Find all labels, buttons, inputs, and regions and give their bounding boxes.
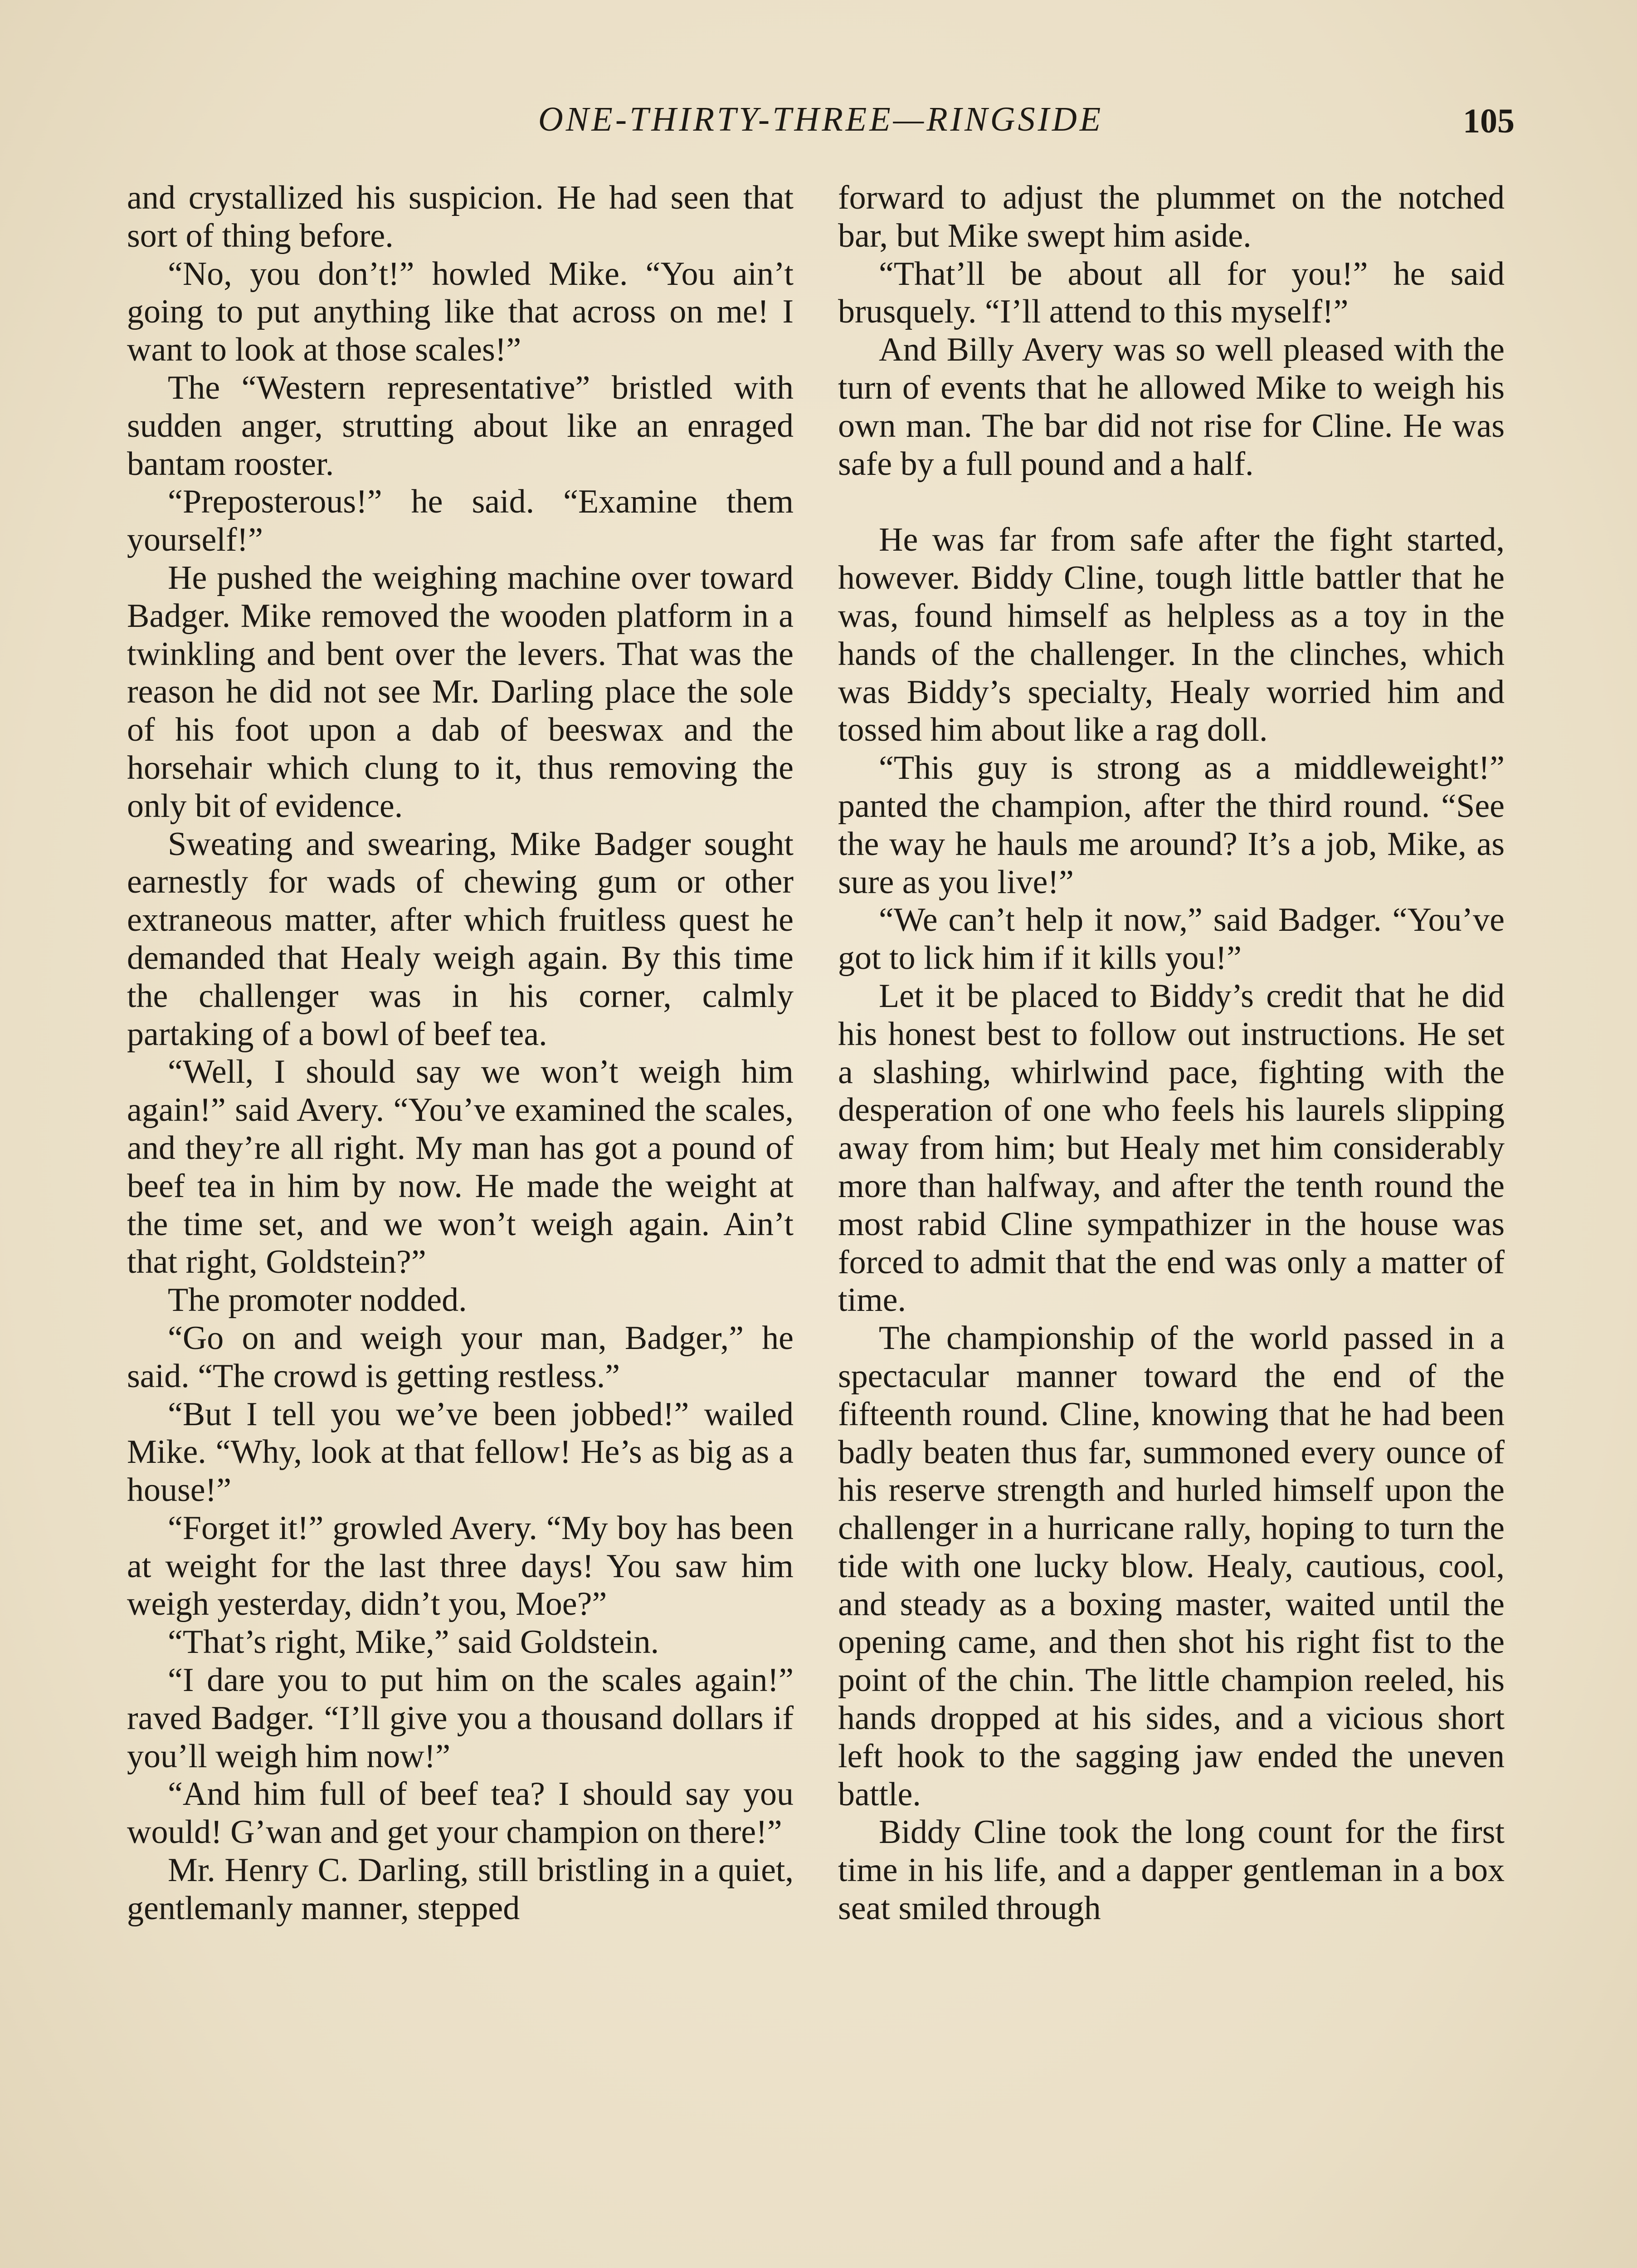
running-title: ONE-THIRTY-THREE—RINGSIDE xyxy=(538,100,1104,138)
page-number: 105 xyxy=(1463,102,1515,140)
page-header xyxy=(127,91,1515,150)
paragraph: Mr. Henry C. Darling, still bristling in a quiet, gentlemanly manner, stepped xyxy=(127,1852,794,1927)
paragraph: “That’ll be about all for you!” he said brusquely. “I’ll attend to this myself!” xyxy=(838,255,1505,331)
paragraph: “We can’t help it now,” said Badger. “You’ve got to lick him if it kills you!” xyxy=(838,901,1505,977)
paragraph: He pushed the weighing machine over toward Badger. Mike removed the wooden platform in a twinkling and bent over the levers. That was the reason he did not see Mr. Darling place the sole of his foot upon a dab of beeswax and the horsehair which clung to it, thus removing the only bit of evidence. xyxy=(127,559,794,825)
paragraph: The “Western representative” bristled with sudden anger, strutting about like an enraged bantam rooster. xyxy=(127,369,794,483)
paragraph: “That’s right, Mike,” said Goldstein. xyxy=(168,1623,659,1661)
paragraph: “This guy is strong as a middleweight!” panted the champion, after the third round. “See the way he hauls me around? It’s a job, Mike, as sure as you live!” xyxy=(838,749,1505,901)
paragraph: “Preposterous!” he said. “Examine them yourself!” xyxy=(127,483,794,559)
paragraph: And Billy Avery was so well pleased with the turn of events that he allowed Mike to weigh his own man. The bar did not rise for Cline. He was safe by a full pound and a half. xyxy=(838,331,1505,483)
paragraph: “No, you don’t!” howled Mike. “You ain’t going to put anything like that across on me! I want to look at those scales!” xyxy=(127,255,794,369)
paragraph: “And him full of beef tea? I should say you would! G’wan and get your champion on there!” xyxy=(127,1775,794,1851)
paragraph: Sweating and swearing, Mike Badger sought earnestly for wads of chewing gum or other extraneous matter, after which fruitless quest he demanded that Healy weigh again. By this time the challenger was in his corner, calmly partaking of a bowl of beef tea. xyxy=(127,825,794,1053)
paragraph: and crystallized his suspicion. He had seen that sort of thing before. xyxy=(127,179,794,254)
paragraph: Biddy Cline took the long count for the first time in his life, and a dapper gentleman in a box seat smiled through xyxy=(838,1813,1505,1927)
paragraph: “Well, I should say we won’t weigh him again!” said Avery. “You’ve examined the scales, and they’re all right. My man has got a pound of beef tea in him by now. He made the weight at the time set, and we won’t weigh again. Ain’t that right, Goldstein?” xyxy=(127,1053,794,1281)
paragraph: Let it be placed to Biddy’s credit that he did his honest best to follow out instructions. He set a slashing, whirlwind pace, fighting with the desperation of one who feels his laurels slipping away from him; but Healy met him considerably more than halfway, and after the tenth round the most rabid Cline sympathizer in the house was forced to admit that the end was only a matter of time. xyxy=(838,977,1505,1319)
paragraph: “I dare you to put him on the scales again!” raved Badger. “I’ll give you a thousand dollars if you’ll weigh him now!” xyxy=(127,1662,794,1775)
paragraph: forward to adjust the plummet on the notched bar, but Mike swept him aside. xyxy=(838,179,1505,254)
paragraph: “But I tell you we’ve been jobbed!” wailed Mike. “Why, look at that fellow! He’s as big as a house!” xyxy=(127,1395,794,1509)
paragraph: He was far from safe after the fight started, however. Biddy Cline, tough little battler that he was, found himself as helpless as a toy in the hands of the challenger. In the clinches, which was Biddy’s specialty, Healy worried him and tossed him about like a rag doll. xyxy=(838,521,1505,749)
paragraph: The promoter nodded. xyxy=(168,1281,467,1319)
paragraph: “Forget it!” growled Avery. “My boy has been at weight for the last three days! You saw him weigh yesterday, didn’t you, Moe?” xyxy=(127,1509,794,1623)
paragraph: “Go on and weigh your man, Badger,” he said. “The crowd is getting restless.” xyxy=(127,1319,794,1395)
right-column xyxy=(838,179,1505,1928)
left-column xyxy=(127,179,794,1928)
paragraph: The championship of the world passed in a spectacular manner toward the end of the fifteenth round. Cline, knowing that he had been badly beaten thus far, summoned every ounce of his reserve strength and hurled himself upon the challenger in a hurricane rally, hoping to turn the tide with one lucky blow. Healy, cautious, cool, and steady as a boxing master, waited until the opening came, and then shot his right fist to the point of the chin. The little champion reeled, his hands dropped at his sides, and a vicious short left hook to the sagging jaw ended the uneven battle. xyxy=(838,1320,1505,1813)
